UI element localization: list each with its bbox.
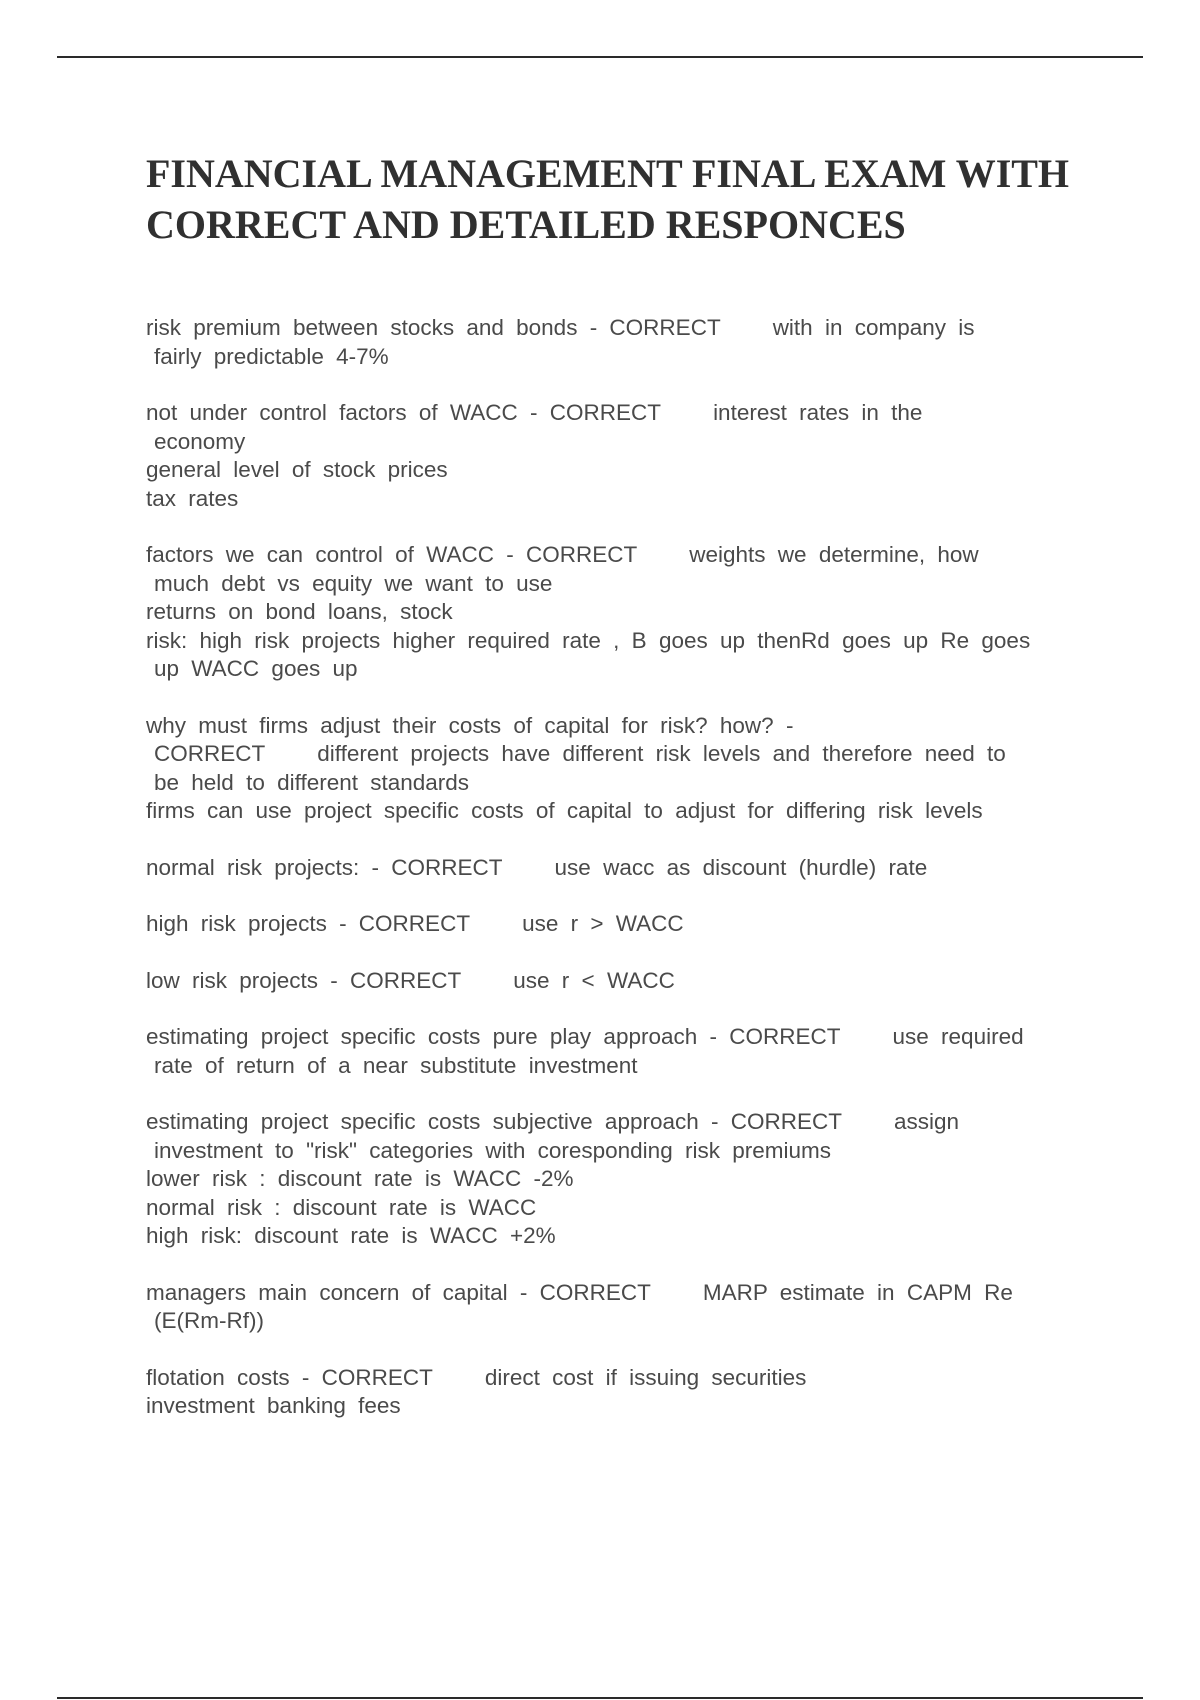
document-title: FINANCIAL MANAGEMENT FINAL EXAM WITH CORRECT AND DETAILED RESPONCES: [146, 151, 1070, 247]
qa-entry: [146, 1364, 1094, 1421]
qa-line: [146, 1194, 1094, 1223]
qa-line-text: factors we can control of WACC - CORRECT: [146, 542, 638, 567]
qa-line-text: managers main concern of capital - CORRECT: [146, 1279, 651, 1305]
qa-line-text: why must firms adjust their costs of capital for risk? how? -: [146, 712, 794, 738]
qa-line: [146, 1165, 1094, 1194]
qa-line-text: tax rates: [146, 485, 239, 511]
qa-line: [146, 1364, 1094, 1393]
qa-line-text: be held to different standards: [154, 769, 470, 795]
qa-entry: [146, 541, 1094, 684]
qa-line-text: CORRECT: [154, 741, 266, 766]
qa-line: [146, 485, 1094, 514]
qa-line: [146, 1052, 1094, 1081]
qa-line: [146, 1108, 1094, 1137]
qa-entry: [146, 314, 1094, 371]
qa-line-text: investment banking fees: [146, 1393, 401, 1418]
qa-line: [146, 399, 1094, 428]
qa-entry: [146, 854, 1094, 883]
qa-line-text: economy: [154, 428, 246, 454]
qa-answer-text: with in company is: [772, 315, 975, 340]
qa-line-text: investment to "risk" categories with coresponding risk premiums: [154, 1137, 831, 1163]
qa-line-text: estimating project specific costs subjective approach - CORRECT: [146, 1109, 842, 1134]
qa-answer-text: interest rates in the: [713, 400, 923, 425]
qa-line: [146, 1279, 1094, 1308]
qa-line-text: (E(Rm-Rf)): [154, 1308, 264, 1333]
qa-line-text: rate of return of a near substitute investment: [154, 1052, 638, 1078]
qa-line: [146, 1307, 1094, 1336]
qa-entry: [146, 1108, 1094, 1251]
qa-entry: [146, 910, 1094, 939]
qa-answer-text: direct cost if issuing securities: [484, 1364, 807, 1390]
bottom-rule: [57, 1697, 1143, 1699]
qa-line-text: low risk projects - CORRECT: [146, 967, 462, 993]
qa-line-text: risk: high risk projects higher required rate , B goes up thenRd goes up Re goes: [146, 627, 1031, 653]
qa-answer-text: assign: [894, 1109, 960, 1134]
qa-line: [146, 1137, 1094, 1166]
qa-line-text: up WACC goes up: [154, 656, 358, 681]
qa-line: [146, 570, 1094, 599]
qa-line: [146, 1222, 1094, 1251]
qa-line-text: returns on bond loans, stock: [146, 599, 453, 624]
qa-line-text: firms can use project specific costs of capital to adjust for differing risk levels: [146, 798, 983, 823]
qa-entry: [146, 399, 1094, 513]
qa-line-text: general level of stock prices: [146, 457, 448, 482]
qa-line-text: lower risk : discount rate is WACC -2%: [146, 1166, 574, 1191]
qa-line-text: flotation costs - CORRECT: [146, 1364, 433, 1390]
qa-answer-text: use required: [892, 1024, 1024, 1049]
qa-entry: [146, 712, 1094, 826]
qa-line: [146, 655, 1094, 684]
qa-line: [146, 456, 1094, 485]
qa-line-text: normal risk projects: - CORRECT: [146, 854, 503, 880]
qa-answer-text: different projects have different risk levels and therefore need to: [317, 741, 1006, 766]
qa-answer-text: weights we determine, how: [689, 542, 979, 567]
qa-list: [146, 314, 1094, 1421]
qa-answer-text: use r < WACC: [513, 967, 675, 993]
qa-line: [146, 1023, 1094, 1052]
qa-line-text: estimating project specific costs pure play approach - CORRECT: [146, 1024, 841, 1049]
qa-line: [146, 967, 1094, 996]
qa-line: [146, 769, 1094, 798]
qa-line: [146, 854, 1094, 883]
top-rule: [57, 56, 1143, 58]
qa-line: [146, 797, 1094, 826]
qa-entry: [146, 1279, 1094, 1336]
qa-line: [146, 712, 1094, 741]
qa-line: [146, 1392, 1094, 1421]
qa-line-text: high risk: discount rate is WACC +2%: [146, 1223, 556, 1248]
qa-line: [146, 627, 1094, 656]
qa-answer-text: use wacc as discount (hurdle) rate: [554, 854, 928, 880]
document-body: [146, 148, 1094, 1449]
qa-line-text: much debt vs equity we want to use: [154, 570, 553, 596]
qa-line-text: not under control factors of WACC - CORRECT: [146, 400, 662, 425]
qa-line: [146, 740, 1094, 769]
qa-answer-text: use r > WACC: [522, 911, 684, 936]
qa-line: [146, 598, 1094, 627]
qa-line: [146, 314, 1094, 343]
qa-line-text: normal risk : discount rate is WACC: [146, 1194, 537, 1220]
qa-line: [146, 343, 1094, 372]
qa-line: [146, 541, 1094, 570]
qa-answer-text: MARP estimate in CAPM Re: [702, 1279, 1013, 1305]
qa-line: [146, 910, 1094, 939]
qa-entry: [146, 967, 1094, 996]
qa-line-text: fairly predictable 4-7%: [154, 343, 389, 369]
qa-line-text: high risk projects - CORRECT: [146, 911, 471, 936]
qa-line: [146, 428, 1094, 457]
qa-line-text: risk premium between stocks and bonds - CORRECT: [146, 315, 721, 340]
qa-entry: [146, 1023, 1094, 1080]
